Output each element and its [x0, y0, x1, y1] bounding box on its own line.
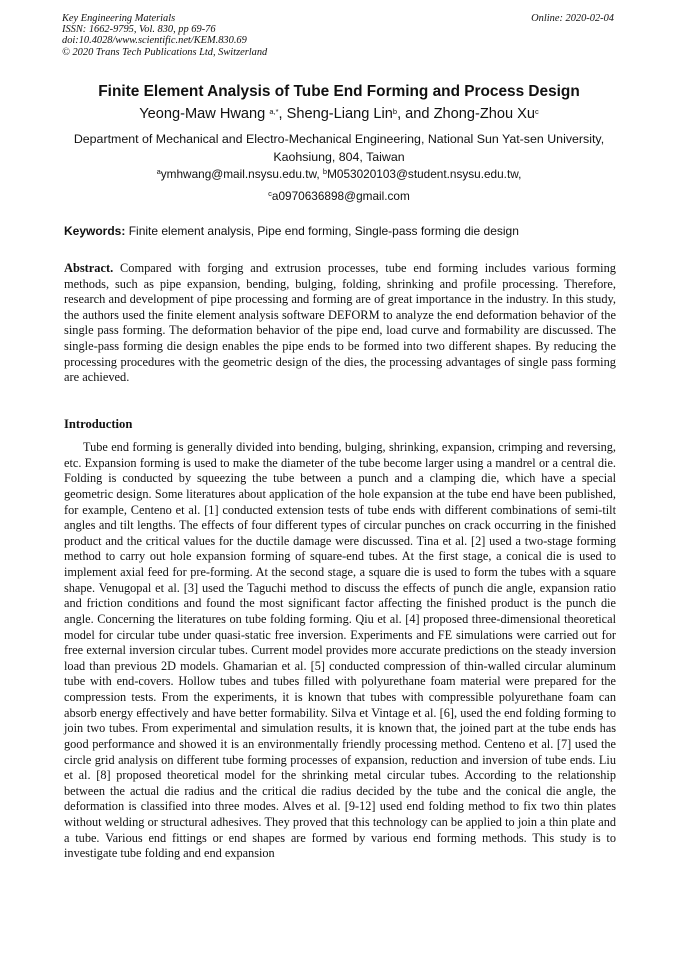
author-2-sup: b — [392, 107, 398, 116]
affiliation: Department of Mechanical and Electro-Mechanical Engineering, National Sun Yat-sen University, Kaohsiung, 804, Taiwan — [73, 132, 605, 164]
publication-header — [62, 13, 614, 58]
doi-line: doi:10.4028/www.scientific.net/KEM.830.69 — [62, 35, 247, 47]
author-3-sup: c — [535, 107, 539, 116]
online-date: Online: 2020-02-04 — [531, 13, 614, 24]
keywords-text: Finite element analysis, Pipe end forming, Single-pass forming die design — [125, 224, 519, 238]
journal-name: Key Engineering Materials — [62, 13, 176, 24]
email-c-sup: c — [268, 189, 272, 198]
email-a-sup: a — [156, 167, 161, 176]
abstract-text: Compared with forging and extrusion processes, tube end forming includes various forming methods, such as pipe expansion, bending, bulging, folding, shrinking and profile processing. Therefore, research and development of pipe processing and forming are of great importance in the industry. In this study, the authors used the finite element analysis software DEFORM to analyze the end deformation behavior of the single pass forming. The deformation behavior of the pipe end, load curve and formability are discussed. The single-pass forming die design enables the pipe ends to be formed into two different shapes. By reducing the processing procedures with the geometric design of the dies, the processing advantages of single pass forming are achieved. — [64, 261, 616, 385]
email-a: ymhwang@mail.nsysu.edu.tw, — [160, 167, 323, 181]
abstract — [64, 261, 616, 386]
email-b-sup: b — [322, 167, 328, 176]
author-1-sup: a,* — [269, 107, 279, 116]
author-list — [40, 105, 638, 123]
email-line-2 — [40, 189, 638, 204]
author-1: Yeong-Maw Hwang — [139, 106, 266, 122]
paper-title: Finite Element Analysis of Tube End Forming and Process Design — [98, 83, 580, 100]
email-line-1 — [40, 167, 638, 182]
author-2: , Sheng-Liang Lin — [278, 106, 393, 122]
author-3: , and Zhong-Zhou Xu — [397, 106, 535, 122]
keywords — [64, 224, 616, 239]
email-b: M053020103@student.nsysu.edu.tw, — [327, 167, 522, 181]
keywords-label: Keywords: — [64, 224, 126, 238]
abstract-label: Abstract. — [64, 261, 114, 275]
introduction-heading: Introduction — [64, 417, 133, 431]
issn-line: ISSN: 1662-9795, Vol. 830, pp 69-76 — [62, 24, 216, 36]
copyright-line: © 2020 Trans Tech Publications Ltd, Switzerland — [62, 46, 268, 58]
email-c: a0970636898@gmail.com — [271, 189, 410, 203]
introduction-paragraph: Tube end forming is generally divided into bending, bulging, shrinking, expansion, crimping and reversing, etc. Expansion forming is used to make the diameter of the tube become larger using a mandrel or a central die. Folding is conducted by squeezing the tube between a punch and a clamping die, which have a special geometric design. Some literatures about application of the hole expansion at the tube end have been published, for example, Centeno et al. [1] conducted extension tests of tube ends with different combinations of semi-tilt angles and tilt lengths. The effects of four different types of circular punches on crack occurring in the finished product and the critical values for the ductile damage were discussed. Tina et al. [2] used a two-stage forming method to carry out hole expansion forming of square-end tubes. At the first stage, a conical die is used to implement axial feed for pre-forming. At the second stage, a square die is used to form the tubes with a square shape. Venugopal et al. [3] used the Taguchi method to discuss the effects of punch die angle, expansion ratio and friction conditions and found the most significant factor affecting the finished product is the punch die angle. Concerning the literatures on tube folding forming. Qiu et al. [4] proposed three-dimensional theoretical model for circular tube under quasi-static free inversion. Experiments and FE simulations were carried out for free external inversion circular tubes. Current model provides more accurate predictions on the steady inversion load than previous 2D models. Ghamarian et al. [5] conducted compression of thin-walled circular aluminum tube with end-covers. Hollow tubes and tubes filled with polyurethane foam material were prepared for the compression tests. From the experiments, it is known that tubes with compressible polyurethane foam can absorb energy effectively and have better formability. Silva et Vintage et al. [6], used the end folding forming to join two tubes. From experimental and simulation results, it is known that, the joined part at the tube ends has good performance and showed it is an environmentally friendly processing method. Centeno et al. [7] used the circle grid analysis on different tube forming processes of expansion, reduction and inversion of tube ends. Liu et al. [8] proposed theoretical model for the shrinking metal circular tubes. According to the relationship between the actual die radius and the critical die radius decided by the tube and the conical die angle, the deformation is classified into three modes. Alves et al. [9-12] used end folding method to fix two thin plates without welding or structural adhesives. They proved that this technology can be applied to join a thin plate and a tube. Various end fittings or end shapes are formed by various end forming methods. This study is to investigate tube folding and end expansion — [64, 440, 616, 861]
